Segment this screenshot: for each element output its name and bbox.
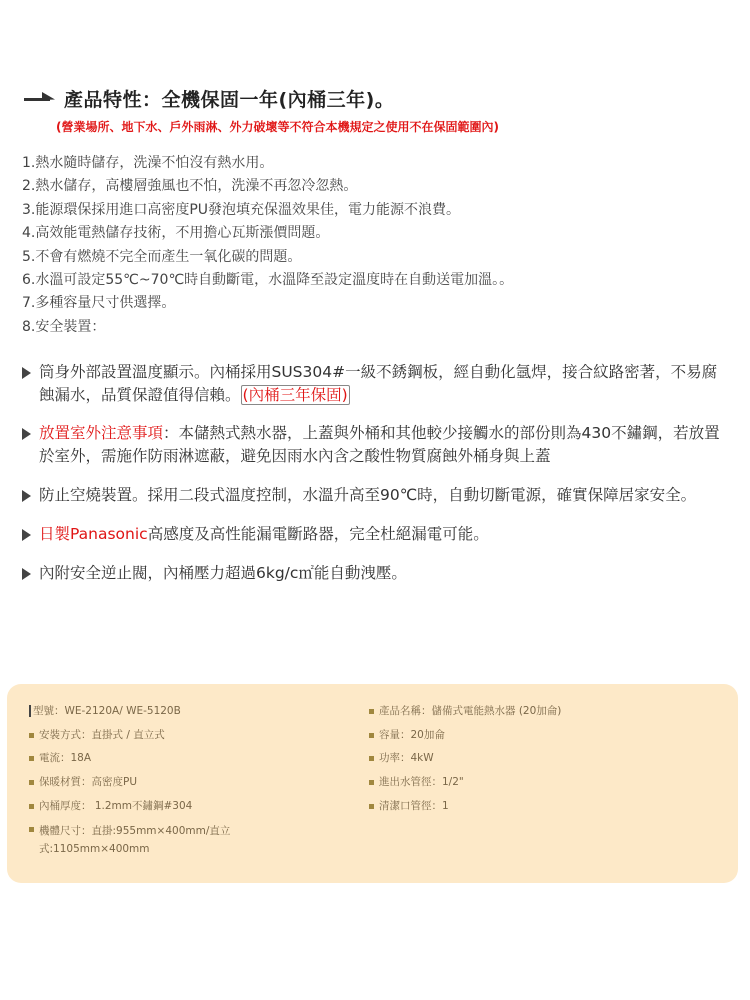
spec-text: 清潔口管徑：1 (379, 799, 449, 812)
spec-text: 電流：18A (39, 752, 92, 765)
spec-text: 安裝方式：直掛式 / 直立式 (39, 728, 165, 741)
feature-item: 4.高效能電熱儲存技術，不用擔心瓦斯漲價問題。 (22, 225, 330, 242)
safety-item-text (39, 361, 722, 407)
safety-item-dry-burn-protection (22, 484, 722, 507)
safety-device-list (22, 361, 722, 585)
square-bullet-icon (29, 756, 34, 761)
spec-item-pipe-diameter (369, 775, 709, 790)
safety-item-body: ：本儲熱式熱水器，上蓋與外桶和其他較少接觸水的部份則為430不鏽鋼，若放置於室外，需施作防雨淋遮蔽，避免因雨水內含之酸性物質腐蝕外桶身與上蓋 (39, 424, 720, 465)
safety-item-leakage-breaker (22, 523, 722, 546)
outdoor-notice-heading: 放置室外注意事項 (39, 424, 164, 442)
safety-item-body: 內附安全逆止閥，內桶壓力超過6kg/c㎡能自動洩壓。 (39, 564, 407, 582)
safety-item-text (39, 523, 722, 546)
triangle-bullet-icon (22, 490, 31, 502)
safety-item-body: 筒身外部設置溫度顯示。內桶採用SUS304#一級不銹鋼板，經自動化氬焊，接合紋路密著，不易腐蝕漏水，品質保證值得信賴。 (39, 363, 718, 404)
square-bullet-icon (369, 804, 374, 809)
spec-item-tank-thickness (29, 799, 269, 814)
spec-text: 容量：20加侖 (379, 728, 445, 741)
spec-item-insulation (29, 775, 269, 790)
spec-item-power (369, 751, 709, 766)
square-bullet-icon (369, 733, 374, 738)
arrow-right-icon (24, 90, 56, 106)
safety-item-outdoor-notice (22, 422, 722, 468)
spec-text: 保暖材質：高密度PU (39, 776, 138, 789)
spec-item-model (29, 704, 269, 719)
spec-text: 機體尺寸：直掛:955mm×400mm/直立式:1105mm×400mm (39, 825, 231, 856)
title-row (24, 80, 730, 116)
feature-item: 7.多種容量尺寸供選擇。 (22, 295, 176, 312)
safety-item-check-valve (22, 562, 722, 585)
spec-text: 進出水管徑：1/2" (379, 776, 464, 789)
square-bullet-icon (29, 780, 34, 785)
square-bullet-icon (369, 780, 374, 785)
spec-column-right (369, 704, 709, 822)
feature-item: 6.水溫可設定55℃~70℃時自動斷電，水溫降至設定溫度時在自動送電加溫。。 (22, 272, 514, 289)
safety-item-body: 高感度及高性能漏電斷路器，完全杜絕漏電可能。 (147, 525, 489, 543)
triangle-bullet-icon (22, 428, 31, 440)
triangle-bullet-icon (22, 529, 31, 541)
spec-text: 型號：WE-2120A/ WE-5120B (33, 705, 181, 717)
warranty-exclusion-note: (營業場所、地下水、戶外雨淋、外力破壞等不符合本機規定之使用不在保固範圍內) (56, 120, 499, 134)
page-title: 產品特性：全機保固一年(內桶三年)。 (64, 88, 395, 111)
feature-item: 3.能源環保採用進口高密度PU發泡填充保溫效果佳，電力能源不浪費。 (22, 201, 461, 218)
spec-item-capacity (369, 728, 709, 743)
triangle-bullet-icon (22, 568, 31, 580)
feature-item: 1.熱水隨時儲存，洗澡不怕沒有熱水用。 (22, 155, 274, 171)
square-bullet-icon (369, 709, 374, 714)
spec-item-product-name (369, 704, 709, 719)
inner-tank-warranty-note: (內桶三年保固) (242, 386, 348, 404)
spec-item-install (29, 728, 269, 743)
square-bullet-icon (29, 804, 34, 809)
safety-item-body: 防止空燒裝置。採用二段式溫度控制，水溫升高至90℃時，自動切斷電源，確實保障居家安全。 (39, 486, 697, 504)
spec-item-cleaning-port (369, 799, 709, 814)
feature-item: 8.安全裝置： (22, 318, 106, 335)
feature-item: 2.熱水儲存，高樓層強風也不怕，洗澡不再忽冷忽熱。 (22, 178, 358, 195)
spec-item-dimensions (29, 822, 269, 858)
feature-item: 5.不會有燃燒不完全而產生一氧化碳的問題。 (22, 248, 302, 265)
square-bullet-icon (29, 827, 34, 832)
text-cursor-marker (29, 705, 31, 717)
safety-item-text (39, 422, 722, 468)
spec-text: 內桶厚度： 1.2mm不鏽鋼#304 (39, 799, 193, 812)
panasonic-highlight: 日製Panasonic (39, 525, 148, 543)
spec-column-left (29, 704, 269, 867)
square-bullet-icon (29, 733, 34, 738)
triangle-bullet-icon (22, 367, 31, 379)
safety-item-temperature-display (22, 361, 722, 407)
spec-text: 功率：4kW (379, 752, 434, 765)
square-bullet-icon (369, 756, 374, 761)
features-header (24, 80, 730, 135)
feature-list (22, 152, 722, 339)
spec-card (7, 684, 738, 883)
spec-item-current (29, 751, 269, 766)
spec-text: 產品名稱：儲備式電能熱水器 (20加侖) (379, 705, 562, 717)
